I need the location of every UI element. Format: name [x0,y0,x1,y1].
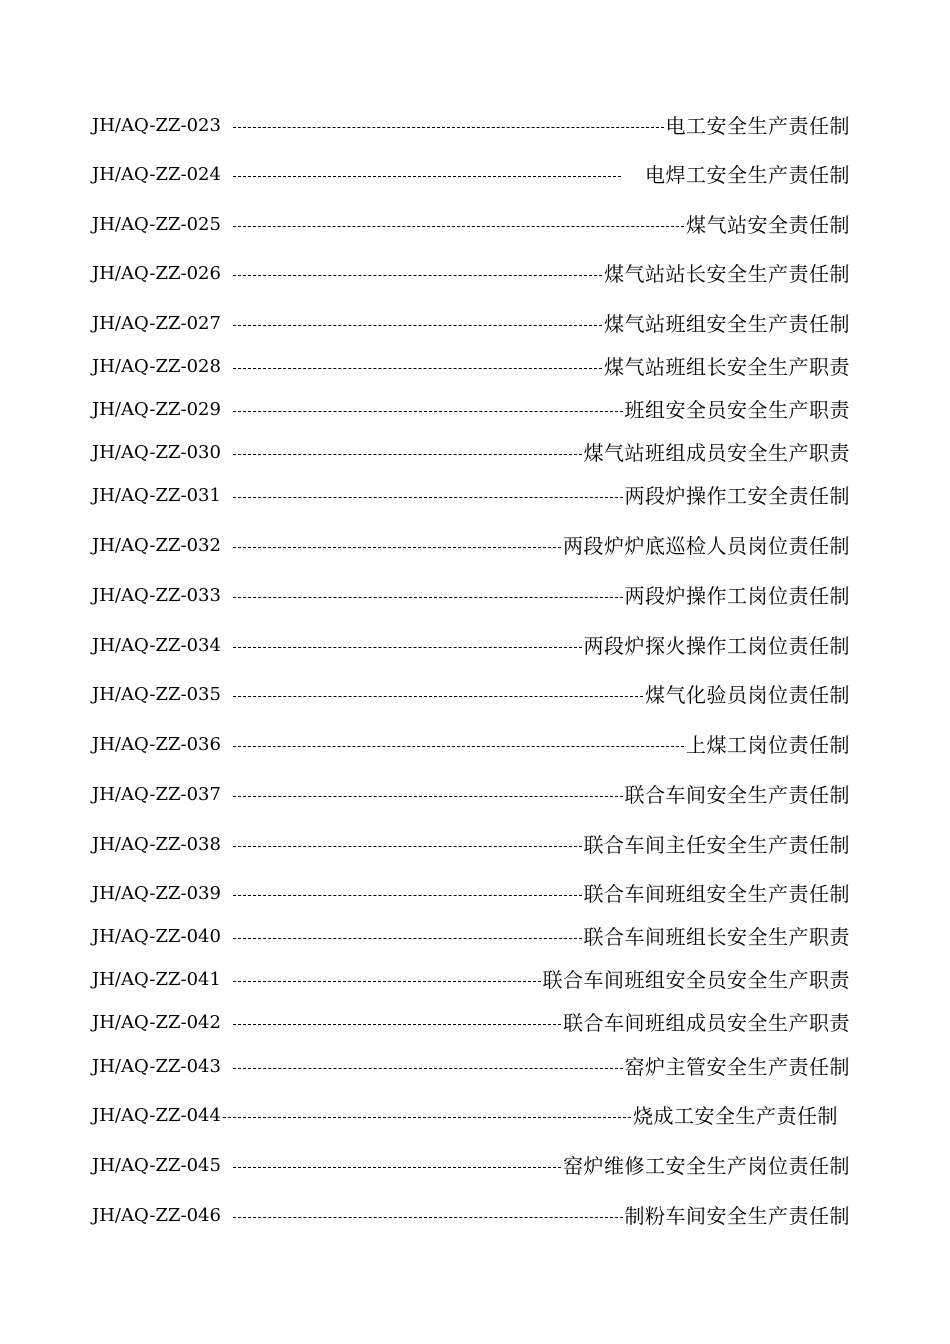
toc-entry-code: JH/AQ-ZZ-039 [92,883,221,904]
dash-leader [233,176,621,177]
toc-entry-025 [92,211,850,239]
toc-entry-title: 两段炉探火操作工岗位责任制 [583,634,850,658]
dash-leader [233,325,602,326]
dash-leader [233,938,582,939]
dash-leader [223,1117,631,1118]
toc-entry-code: JH/AQ-ZZ-040 [92,926,221,947]
toc-entry-035 [92,681,850,709]
dash-leader [233,368,602,369]
toc-entry-code: JH/AQ-ZZ-043 [92,1056,221,1077]
toc-entry-code: JH/AQ-ZZ-032 [92,535,221,556]
toc-entry-title: 电焊工安全生产责任制 [645,163,850,187]
toc-entry-title: 班组安全员安全生产职责 [624,398,850,422]
dash-leader [233,1217,623,1218]
toc-entry-023 [92,112,850,140]
toc-entry-033 [92,582,850,610]
toc-entry-code: JH/AQ-ZZ-034 [92,635,221,656]
toc-entry-title: 联合车间班组长安全生产职责 [583,925,850,949]
dash-leader [233,1024,561,1025]
toc-entry-title: 两段炉操作工安全责任制 [624,484,850,508]
toc-entry-029 [92,396,850,424]
toc-entry-028 [92,353,850,381]
toc-entry-code: JH/AQ-ZZ-046 [92,1205,221,1226]
dash-leader [233,696,643,697]
toc-entry-046 [92,1202,850,1230]
toc-entry-code: JH/AQ-ZZ-027 [92,313,221,334]
toc-entry-title: 联合车间班组成员安全生产职责 [563,1011,850,1035]
toc-entry-title: 制粉车间安全生产责任制 [624,1204,850,1228]
toc-entry-title: 两段炉操作工岗位责任制 [624,584,850,608]
toc-entry-title: 煤气站班组长安全生产职责 [604,355,850,379]
dash-leader [233,547,561,548]
toc-entry-030 [92,439,850,467]
toc-entry-042 [92,1009,850,1037]
toc-entry-title: 上煤工岗位责任制 [686,733,850,757]
toc-entry-title: 煤气站安全责任制 [686,213,850,237]
toc-entry-code: JH/AQ-ZZ-030 [92,442,221,463]
toc-entry-041 [92,966,850,994]
toc-entry-code: JH/AQ-ZZ-028 [92,356,221,377]
dash-leader [233,127,664,128]
toc-entry-code: JH/AQ-ZZ-045 [92,1155,221,1176]
toc-entry-026 [92,260,850,288]
toc-entry-034 [92,632,850,660]
toc-entry-title: 煤气站站长安全生产责任制 [604,262,850,286]
toc-entry-044 [92,1102,838,1130]
toc-entry-024 [92,161,850,189]
toc-entry-title: 联合车间班组安全员安全生产职责 [542,968,850,992]
dash-leader [233,454,582,455]
toc-entry-title: 联合车间班组安全生产责任制 [583,882,850,906]
dash-leader [233,411,623,412]
toc-entry-title: 两段炉炉底巡检人员岗位责任制 [563,534,850,558]
toc-entry-title: 煤气化验员岗位责任制 [645,683,850,707]
dash-leader [233,846,582,847]
toc-entry-038 [92,831,850,859]
dash-leader [233,647,582,648]
dash-leader [233,497,623,498]
toc-entry-036 [92,731,850,759]
toc-entry-code: JH/AQ-ZZ-038 [92,834,221,855]
toc-entry-031 [92,482,850,510]
toc-entry-043 [92,1053,850,1081]
toc-entry-045 [92,1152,850,1180]
toc-entry-code: JH/AQ-ZZ-031 [92,485,221,506]
toc-entry-027 [92,310,850,338]
dash-leader [233,895,582,896]
toc-entry-code: JH/AQ-ZZ-036 [92,734,221,755]
toc-entry-039 [92,880,850,908]
toc-entry-title: 联合车间主任安全生产责任制 [583,833,850,857]
toc-entry-title: 烧成工安全生产责任制 [633,1104,838,1128]
toc-entry-code: JH/AQ-ZZ-023 [92,115,221,136]
toc-entry-title: 联合车间安全生产责任制 [624,783,850,807]
toc-entry-title: 煤气站班组成员安全生产职责 [583,441,850,465]
dash-leader [233,981,541,982]
toc-entry-title: 窑炉主管安全生产责任制 [624,1055,850,1079]
dash-leader [233,275,602,276]
toc-entry-code: JH/AQ-ZZ-033 [92,585,221,606]
toc-entry-code: JH/AQ-ZZ-042 [92,1012,221,1033]
toc-entry-title: 煤气站班组安全生产责任制 [604,312,850,336]
toc-entry-code: JH/AQ-ZZ-037 [92,784,221,805]
toc-entry-040 [92,923,850,951]
toc-entry-code: JH/AQ-ZZ-035 [92,684,221,705]
dash-leader [233,796,623,797]
dash-leader [233,597,623,598]
toc-entry-037 [92,781,850,809]
toc-entry-code: JH/AQ-ZZ-041 [92,969,221,990]
toc-entry-code: JH/AQ-ZZ-024 [92,164,221,185]
dash-leader [233,1068,623,1069]
table-of-contents [92,0,850,1344]
dash-leader [233,746,684,747]
toc-entry-032 [92,532,850,560]
toc-entry-code: JH/AQ-ZZ-029 [92,399,221,420]
toc-entry-title: 电工安全生产责任制 [665,114,850,138]
toc-entry-title: 窑炉维修工安全生产岗位责任制 [563,1154,850,1178]
toc-entry-code: JH/AQ-ZZ-044 [92,1105,221,1126]
dash-leader [233,226,684,227]
toc-entry-code: JH/AQ-ZZ-025 [92,214,221,235]
dash-leader [233,1167,561,1168]
toc-entry-code: JH/AQ-ZZ-026 [92,263,221,284]
